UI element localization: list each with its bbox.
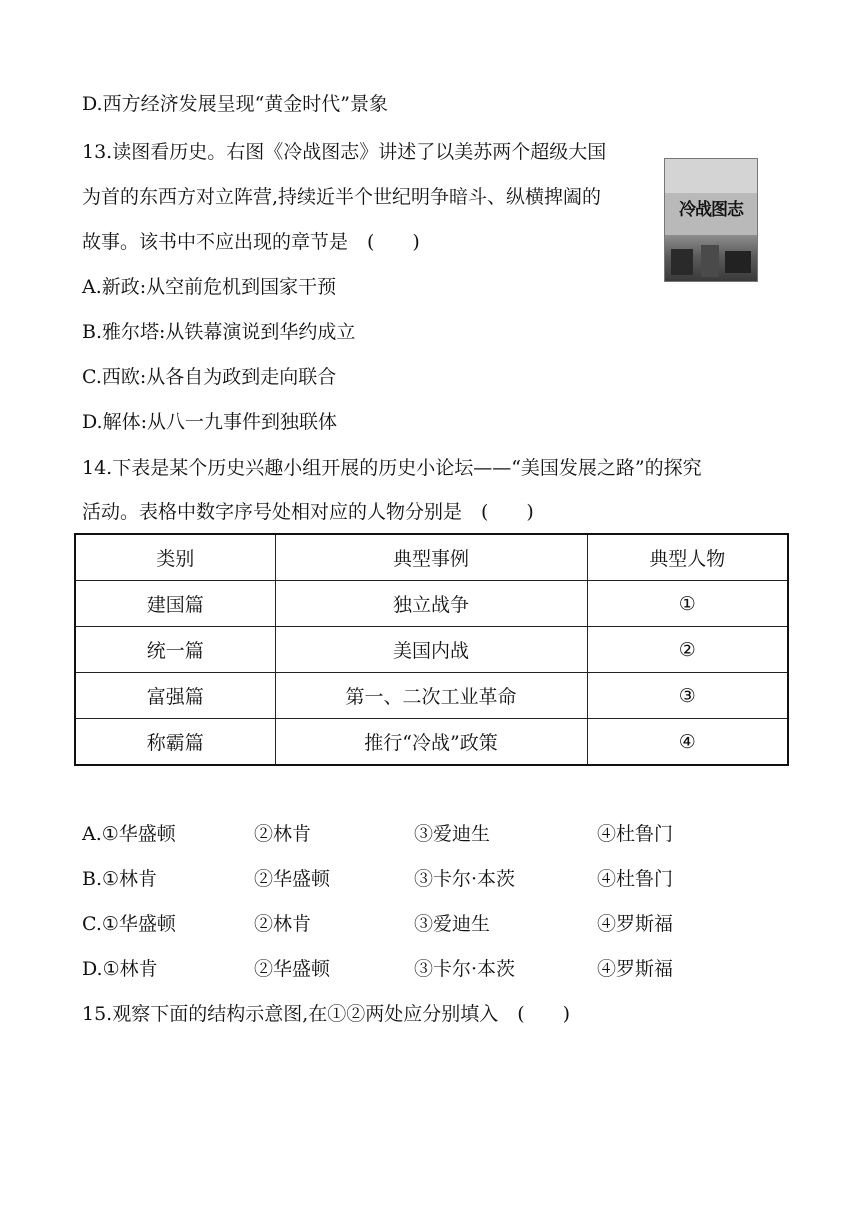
q13-option-c: C.西欧:从各自为政到走向联合 xyxy=(82,366,337,388)
q14-stem-line-2: 活动。表格中数字序号处相对应的人物分别是 ( ) xyxy=(82,501,534,523)
table-cell: ③ xyxy=(587,673,788,719)
cover-header xyxy=(665,159,757,193)
q15-stem: 15.观察下面的结构示意图,在①②两处应分别填入 ( ) xyxy=(82,1003,571,1025)
table-cell: 富强篇 xyxy=(75,673,275,719)
table-header-row xyxy=(75,534,788,581)
q14-option-c-col2: ②林肯 xyxy=(254,913,312,935)
table-cell: 建国篇 xyxy=(75,581,275,627)
q13-stem-line-2: 为首的东西方对立阵营,持续近半个世纪明争暗斗、纵横捭阖的 xyxy=(82,186,602,208)
table-header-event: 典型事例 xyxy=(275,534,587,581)
q13-stem-line-1: 13.读图看历史。右图《冷战图志》讲述了以美苏两个超级大国 xyxy=(82,141,607,163)
q14-option-c-col1: C.①华盛顿 xyxy=(82,913,176,935)
q14-option-d-col1: D.①林肯 xyxy=(82,958,158,980)
q14-option-b-col1: B.①林肯 xyxy=(82,868,158,890)
book-cover-image xyxy=(664,158,758,282)
q14-option-b-col4: ④杜鲁门 xyxy=(597,868,674,890)
q14-option-c-col4: ④罗斯福 xyxy=(597,913,674,935)
q14-option-a-col3: ③爱迪生 xyxy=(414,823,491,845)
table-row xyxy=(75,581,788,627)
table-cell: ② xyxy=(587,627,788,673)
q12-option-d: D.西方经济发展呈现“黄金时代”景象 xyxy=(82,93,389,115)
table-cell: 统一篇 xyxy=(75,627,275,673)
q13-option-a: A.新政:从空前危机到国家干预 xyxy=(82,276,337,298)
cover-photo xyxy=(665,235,757,281)
q14-stem-line-1: 14.下表是某个历史兴趣小组开展的历史小论坛——“美国发展之路”的探究 xyxy=(82,457,702,479)
table-header-category: 类别 xyxy=(75,534,275,581)
q13-option-d: D.解体:从八一九事件到独联体 xyxy=(82,411,337,433)
q14-option-d-col3: ③卡尔·本茨 xyxy=(414,958,516,980)
q14-option-d-col4: ④罗斯福 xyxy=(597,958,674,980)
cover-title: 冷战图志 xyxy=(679,200,743,220)
q14-option-b-col3: ③卡尔·本茨 xyxy=(414,868,516,890)
q14-option-a-col4: ④杜鲁门 xyxy=(597,823,674,845)
table-cell: 美国内战 xyxy=(275,627,587,673)
us-development-table xyxy=(74,533,789,766)
table-cell: 独立战争 xyxy=(275,581,587,627)
table-cell: ① xyxy=(587,581,788,627)
table-header-person: 典型人物 xyxy=(587,534,788,581)
table-row xyxy=(75,719,788,766)
table-cell: ④ xyxy=(587,719,788,766)
table-cell: 推行“冷战”政策 xyxy=(275,719,587,766)
q14-option-a-col2: ②林肯 xyxy=(254,823,312,845)
q14-option-d-col2: ②华盛顿 xyxy=(254,958,331,980)
q14-option-b-col2: ②华盛顿 xyxy=(254,868,331,890)
table-cell: 第一、二次工业革命 xyxy=(275,673,587,719)
q14-option-a-col1: A.①华盛顿 xyxy=(82,823,176,845)
table-cell: 称霸篇 xyxy=(75,719,275,766)
q13-option-b: B.雅尔塔:从铁幕演说到华约成立 xyxy=(82,321,356,343)
q13-stem-line-3: 故事。该书中不应出现的章节是 ( ) xyxy=(82,231,420,253)
q14-option-c-col3: ③爱迪生 xyxy=(414,913,491,935)
table-row xyxy=(75,627,788,673)
table-row xyxy=(75,673,788,719)
